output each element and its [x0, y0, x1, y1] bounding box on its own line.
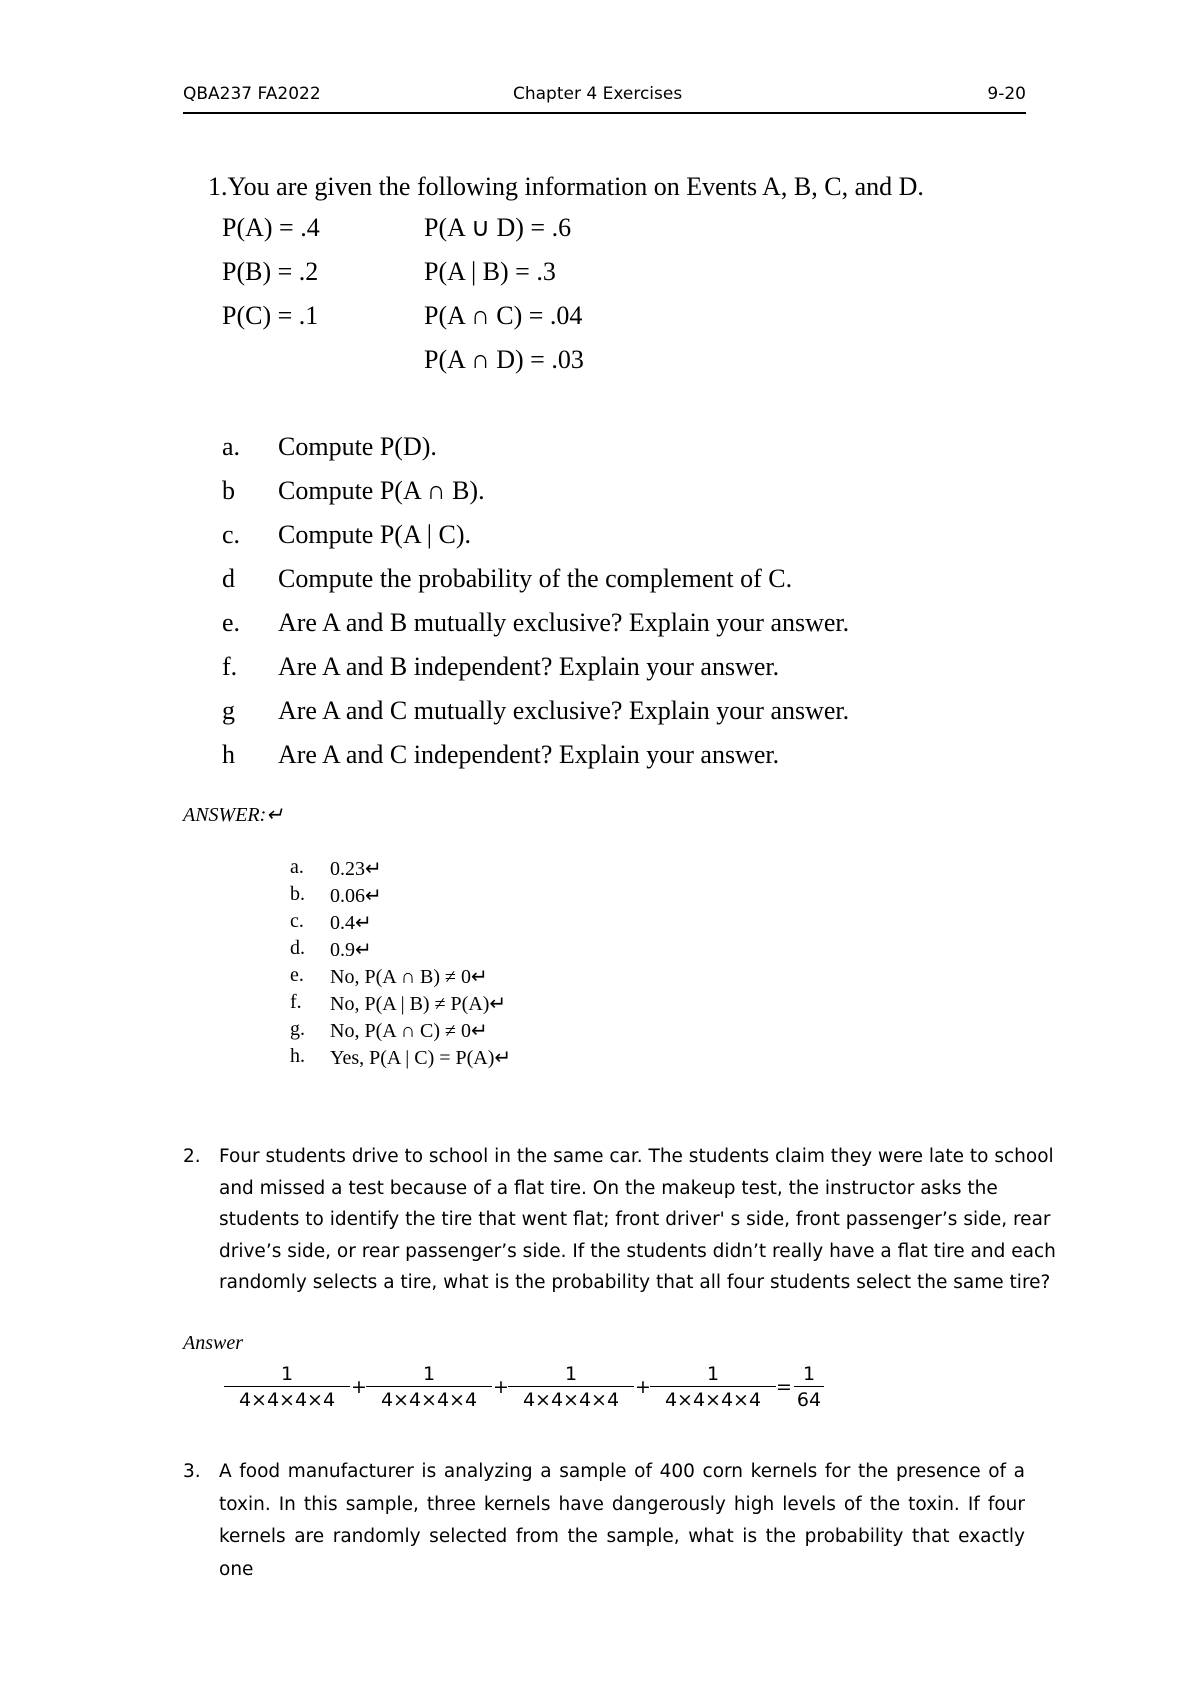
q1-answer-letter-a: a.	[290, 856, 304, 878]
header-page-number: 9-20	[987, 84, 1026, 104]
q1-part-letter-d: d	[222, 564, 235, 593]
q2-fraction-1-numerator: 1	[224, 1363, 350, 1387]
q1-answer-text-g: No, P(A ∩ C) ≠ 0↵	[330, 1020, 488, 1042]
q2-fraction-1-denominator: 4×4×4×4	[238, 1389, 336, 1411]
q1-answer-letter-g: g.	[290, 1018, 305, 1040]
q2-fraction-result	[794, 1363, 824, 1411]
q1-part-text-b: Compute P(A ∩ B).	[278, 476, 485, 505]
q1-part-letter-c: c.	[222, 520, 241, 549]
q1-part-letter-f: f.	[222, 652, 238, 681]
header-chapter: Chapter 4 Exercises	[513, 84, 683, 104]
q3-line-2: toxin. In this sample, three kernels have dangerously high levels of the toxin. If four	[219, 1493, 1025, 1515]
q2-result-denominator: 64	[796, 1389, 822, 1411]
q1-answer-text-e: No, P(A ∩ B) ≠ 0↵	[330, 966, 488, 988]
q2-fraction-3	[508, 1363, 634, 1411]
q1-stem: 1.You are given the following information on Events A, B, C, and D.	[208, 172, 924, 201]
q1-part-text-c: Compute P(A | C).	[278, 520, 471, 549]
q2-line-2: and missed a test because of a flat tire. On the makeup test, the instructor asks the	[219, 1177, 998, 1199]
q2-fraction-2-denominator: 4×4×4×4	[380, 1389, 478, 1411]
q1-given-left-2: P(B) = .2	[222, 257, 319, 286]
q2-equals: =	[776, 1376, 792, 1398]
q1-part-text-g: Are A and C mutually exclusive? Explain your answer.	[278, 696, 850, 725]
q1-given-left-3: P(C) = .1	[222, 301, 319, 330]
q2-fraction-2-numerator: 1	[366, 1363, 492, 1387]
q1-answer-letter-b: b.	[290, 883, 305, 905]
page-header	[183, 84, 1026, 114]
q2-plus-3: +	[635, 1376, 651, 1398]
q3-line-3: kernels are randomly selected from the sample, what is the probability that exactly one	[219, 1526, 1025, 1580]
q1-part-letter-a: a.	[222, 432, 241, 461]
q1-part-letter-g: g	[222, 696, 235, 725]
q2-fraction-2	[366, 1363, 492, 1411]
q1-answer-letter-e: e.	[290, 964, 304, 986]
q1-answer-text-h: Yes, P(A | C) = P(A)↵	[330, 1047, 512, 1069]
q1-given-right-2: P(A | B) = .3	[424, 257, 556, 286]
q1-given-right-1: P(A ∪ D) = .6	[424, 213, 572, 242]
q1-given-right-4: P(A ∩ D) = .03	[424, 345, 584, 374]
q1-answer-text-c: 0.4↵	[330, 912, 372, 934]
q1-part-letter-b: b	[222, 476, 235, 505]
q1-answer-text-d: 0.9↵	[330, 939, 372, 961]
header-course: QBA237 FA2022	[183, 84, 321, 104]
q1-answer-text-a: 0.23↵	[330, 858, 382, 880]
q2-line-4: drive’s side, or rear passenger’s side. If the students didn’t really have a flat tire and each	[219, 1240, 1056, 1262]
q3-line-1: A food manufacturer is analyzing a sample of 400 corn kernels for the presence of a	[219, 1461, 1025, 1482]
q1-given-right-3: P(A ∩ C) = .04	[424, 301, 583, 330]
q1-answer-letter-h: h.	[290, 1045, 305, 1067]
q1-part-text-d: Compute the probability of the complement of C.	[278, 564, 793, 593]
q1-part-text-h: Are A and C independent? Explain your answer.	[278, 740, 780, 769]
q2-fraction-4	[650, 1363, 776, 1411]
q2-answer-label: Answer	[183, 1332, 243, 1354]
q2-fraction-3-numerator: 1	[508, 1363, 634, 1387]
q2-plus-1: +	[351, 1376, 367, 1398]
q1-answer-text-b: 0.06↵	[330, 885, 382, 907]
q1-part-letter-e: e.	[222, 608, 241, 637]
q1-part-text-e: Are A and B mutually exclusive? Explain your answer.	[278, 608, 850, 637]
q2-line-1: Four students drive to school in the same car. The students claim they were late to school	[219, 1146, 1054, 1167]
q2-line-5: randomly selects a tire, what is the probability that all four students select the same tire?	[219, 1272, 1051, 1293]
q1-part-text-f: Are A and B independent? Explain your answer.	[278, 652, 780, 681]
q1-answer-text-f: No, P(A | B) ≠ P(A)↵	[330, 993, 507, 1015]
q2-number: 2.	[183, 1146, 201, 1167]
q2-fraction-3-denominator: 4×4×4×4	[522, 1389, 620, 1411]
q2-fraction-1	[224, 1363, 350, 1411]
q1-part-text-a: Compute P(D).	[278, 432, 437, 461]
q2-fraction-4-numerator: 1	[650, 1363, 776, 1387]
q1-answer-letter-c: c.	[290, 910, 304, 932]
q1-given-left-1: P(A) = .4	[222, 213, 320, 242]
q2-result-numerator: 1	[794, 1363, 824, 1387]
q2-fraction-4-denominator: 4×4×4×4	[664, 1389, 762, 1411]
q2-plus-2: +	[493, 1376, 509, 1398]
q1-answer-letter-f: f.	[290, 991, 302, 1013]
q1-answer-label: ANSWER:↵	[183, 804, 284, 826]
q1-part-letter-h: h	[222, 740, 235, 769]
q1-answer-letter-d: d.	[290, 937, 305, 959]
q3-number: 3.	[183, 1461, 201, 1482]
q2-line-3: students to identify the tire that went flat; front driver' s side, front passenger’s side, rear	[219, 1209, 1051, 1230]
